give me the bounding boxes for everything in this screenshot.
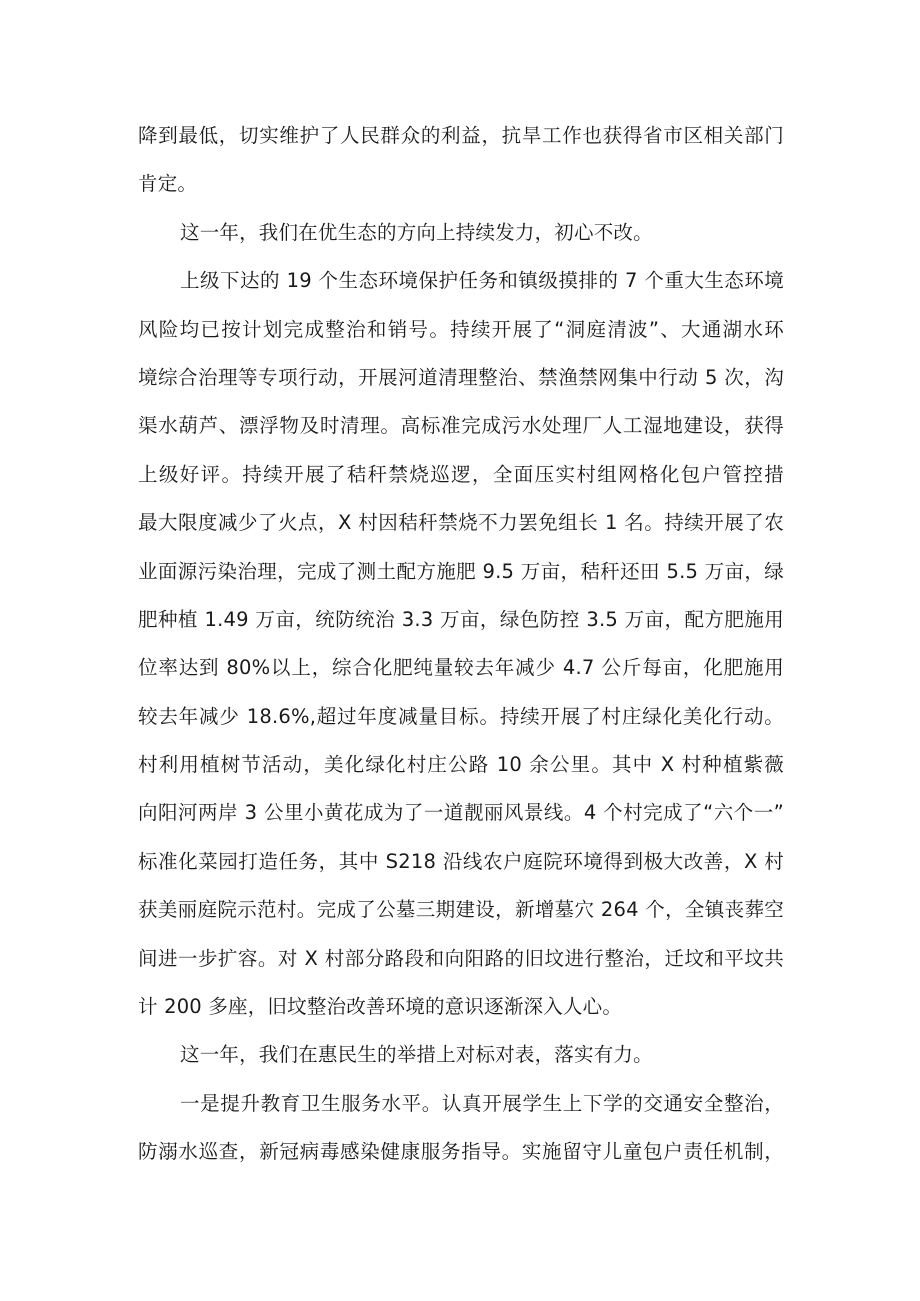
text-line: 间进一步扩容。对 X 村部分路段和向阳路的旧坟进行整治，迁坟和平坟共 xyxy=(138,946,784,970)
text-line: 较去年减少 18.6%,超过年度减量目标。持续开展了村庄绿化美化行动。 xyxy=(138,704,784,728)
text-line: 业面源污染治理，完成了测土配方施肥 9.5 万亩，秸秆还田 5.5 万亩，绿 xyxy=(138,559,784,583)
text-line: 计 200 多座，旧坟整治改善环境的意识逐渐深入人心。 xyxy=(138,995,623,1019)
text-line: 防溺水巡查，新冠病毒感染健康服务指导。实施留守儿童包户责任机制， xyxy=(138,1140,784,1164)
text-line: 境综合治理等专项行动，开展河道清理整治、禁渔禁网集中行动 5 次，沟 xyxy=(138,365,784,389)
text-line: 肯定。 xyxy=(138,172,198,196)
text-line: 向阳河两岸 3 公里小黄花成为了一道靓丽风景线。4 个村完成了“六个一” xyxy=(138,801,784,825)
text-line: 最大限度减少了火点，X 村因秸秆禁烧不力罢免组长 1 名。持续开展了农 xyxy=(138,511,784,535)
text-line: 获美丽庭院示范村。完成了公墓三期建设，新增墓穴 264 个，全镇丧葬空 xyxy=(138,898,784,922)
paragraph-first-line: 上级下达的 19 个生态环境保护任务和镇级摸排的 7 个重大生态环境 xyxy=(180,269,784,293)
text-line: 降到最低，切实维护了人民群众的利益，抗旱工作也获得省市区相关部门 xyxy=(138,124,784,147)
text-line: 标准化菜园打造任务，其中 S218 沿线农户庭院环境得到极大改善，X 村 xyxy=(138,849,784,873)
paragraph-first-line: 这一年，我们在惠民生的举措上对标对表，落实有力。 xyxy=(180,1043,653,1067)
text-line: 位率达到 80%以上，综合化肥纯量较去年减少 4.7 公斤每亩，化肥施用 xyxy=(138,656,784,680)
text-line: 上级好评。持续开展了秸秆禁烧巡逻，全面压实村组网格化包户管控措 xyxy=(138,462,784,486)
text-line: 风险均已按计划完成整治和销号。持续开展了“洞庭清波”、大通湖水环 xyxy=(138,317,784,341)
paragraph-first-line: 一是提升教育卫生服务水平。认真开展学生上下学的交通安全整治， xyxy=(180,1091,784,1115)
text-line: 渠水葫芦、漂浮物及时清理。高标准完成污水处理厂人工湿地建设，获得 xyxy=(138,414,784,438)
document-body xyxy=(138,112,784,1177)
text-line: 肥种植 1.49 万亩，统防统治 3.3 万亩，绿色防控 3.5 万亩，配方肥施用 xyxy=(138,607,784,631)
text-line: 村利用植树节活动，美化绿化村庄公路 10 余公里。其中 X 村种植紫薇 xyxy=(138,753,784,777)
paragraph-first-line: 这一年，我们在优生态的方向上持续发力，初心不改。 xyxy=(180,220,653,244)
